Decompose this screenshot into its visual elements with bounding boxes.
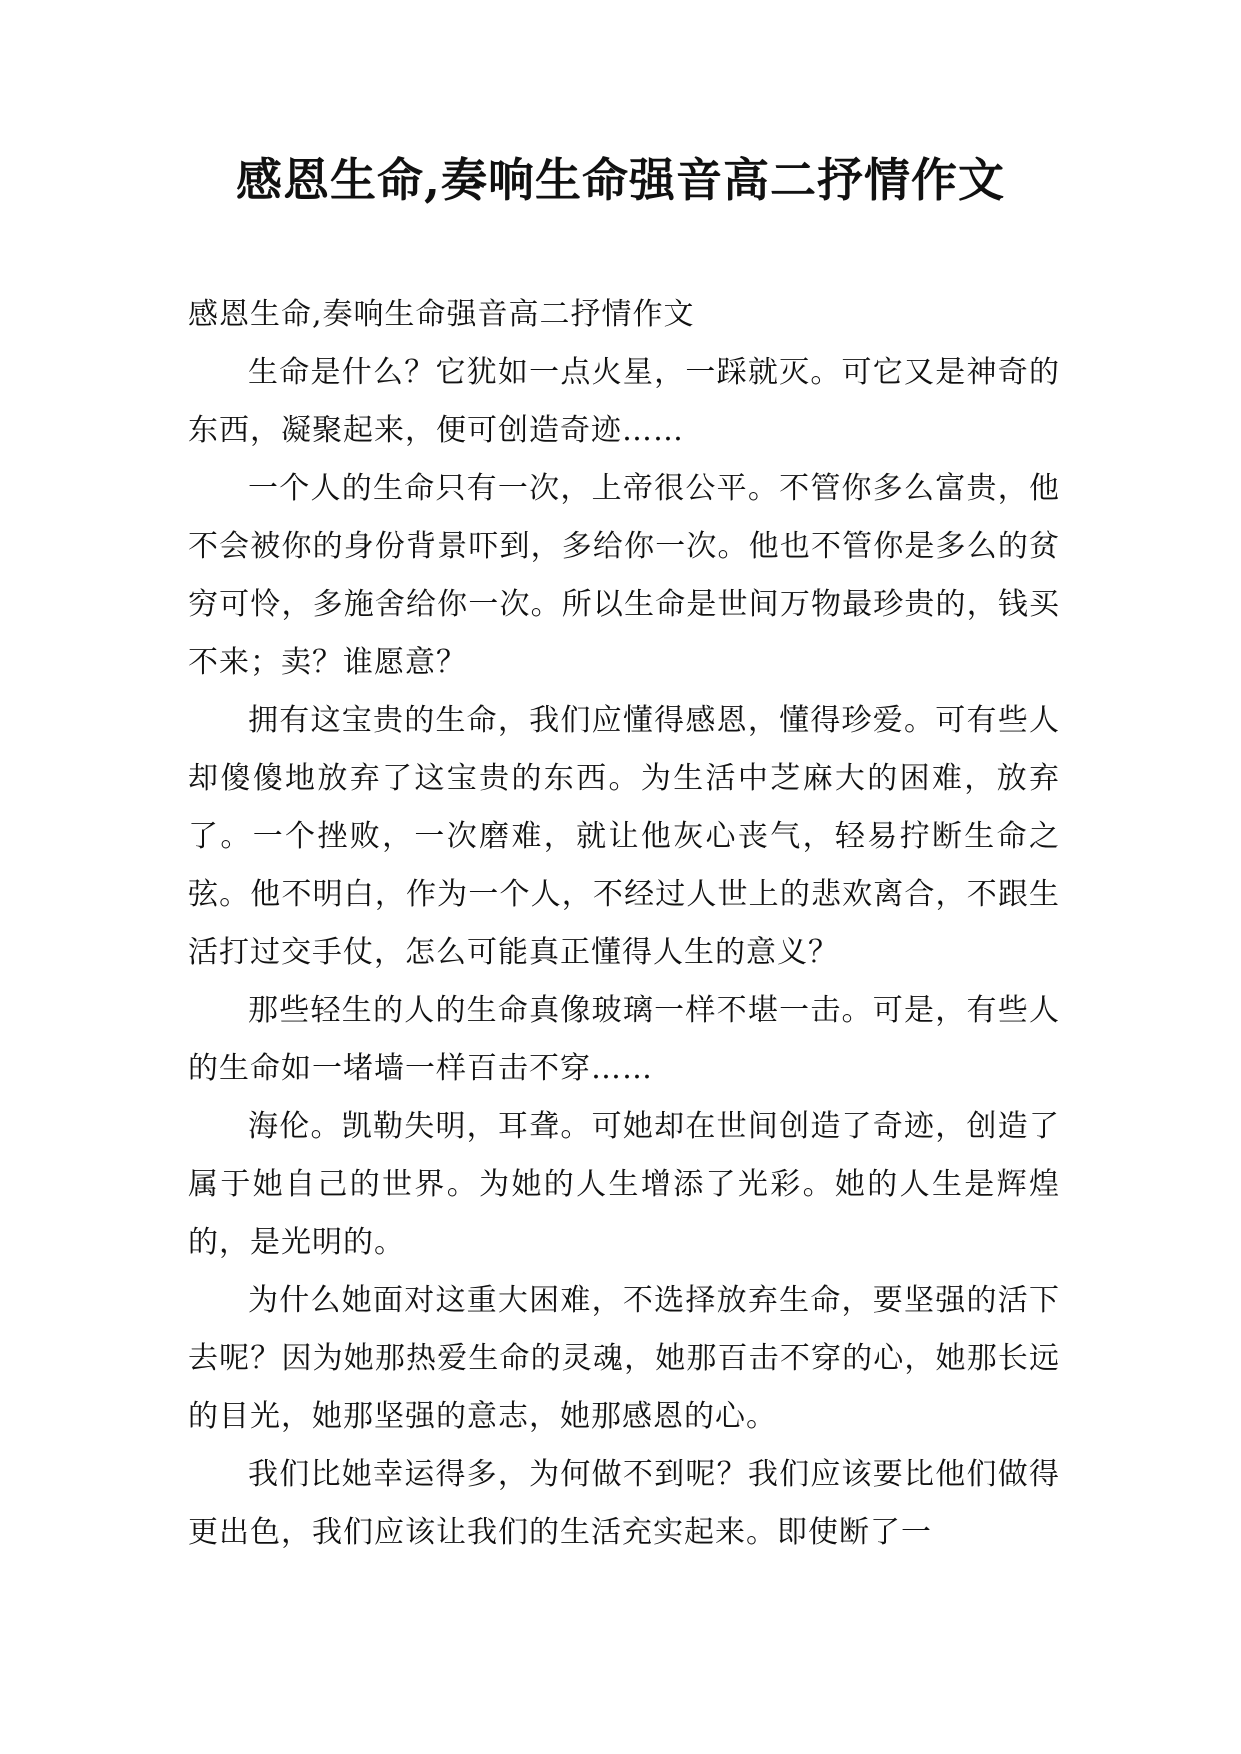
document-body	[188, 286, 1060, 1562]
document-subtitle: 感恩生命,奏响生命强音高二抒情作文	[188, 297, 695, 332]
paragraph: 为什么她面对这重大困难，不选择放弃生命，要坚强的活下去呢？因为她那热爱生命的灵魂，她那百击不穿的心，她那长远的目光，她那坚强的意志，她那感恩的心。	[188, 1283, 1060, 1434]
paragraph: 那些轻生的人的生命真像玻璃一样不堪一击。可是，有些人的生命如一堵墙一样百击不穿……	[188, 993, 1060, 1086]
paragraph: 我们比她幸运得多，为何做不到呢？我们应该要比他们做得更出色，我们应该让我们的生活充实起来。即使断了一	[188, 1457, 1060, 1550]
paragraph: 一个人的生命只有一次，上帝很公平。不管你多么富贵，他不会被你的身份背景吓到，多给你一次。他也不管你是多么的贫穷可怜，多施舍给你一次。所以生命是世间万物最珍贵的，钱买不来；卖？谁愿意？	[188, 471, 1060, 680]
paragraph: 海伦。凯勒失明，耳聋。可她却在世间创造了奇迹，创造了属于她自己的世界。为她的人生增添了光彩。她的人生是辉煌的，是光明的。	[188, 1109, 1060, 1260]
document-title: 感恩生命,奏响生命强音高二抒情作文	[235, 153, 1005, 207]
paragraph: 拥有这宝贵的生命，我们应懂得感恩，懂得珍爱。可有些人却傻傻地放弃了这宝贵的东西。为生活中芝麻大的困难，放弃了。一个挫败，一次磨难，就让他灰心丧气，轻易拧断生命之弦。他不明白，作为一个人，不经过人世上的悲欢离合，不跟生活打过交手仗，怎么可能真正懂得人生的意义？	[188, 703, 1060, 970]
paragraph: 生命是什么？它犹如一点火星，一踩就灭。可它又是神奇的东西，凝聚起来，便可创造奇迹……	[188, 355, 1060, 448]
